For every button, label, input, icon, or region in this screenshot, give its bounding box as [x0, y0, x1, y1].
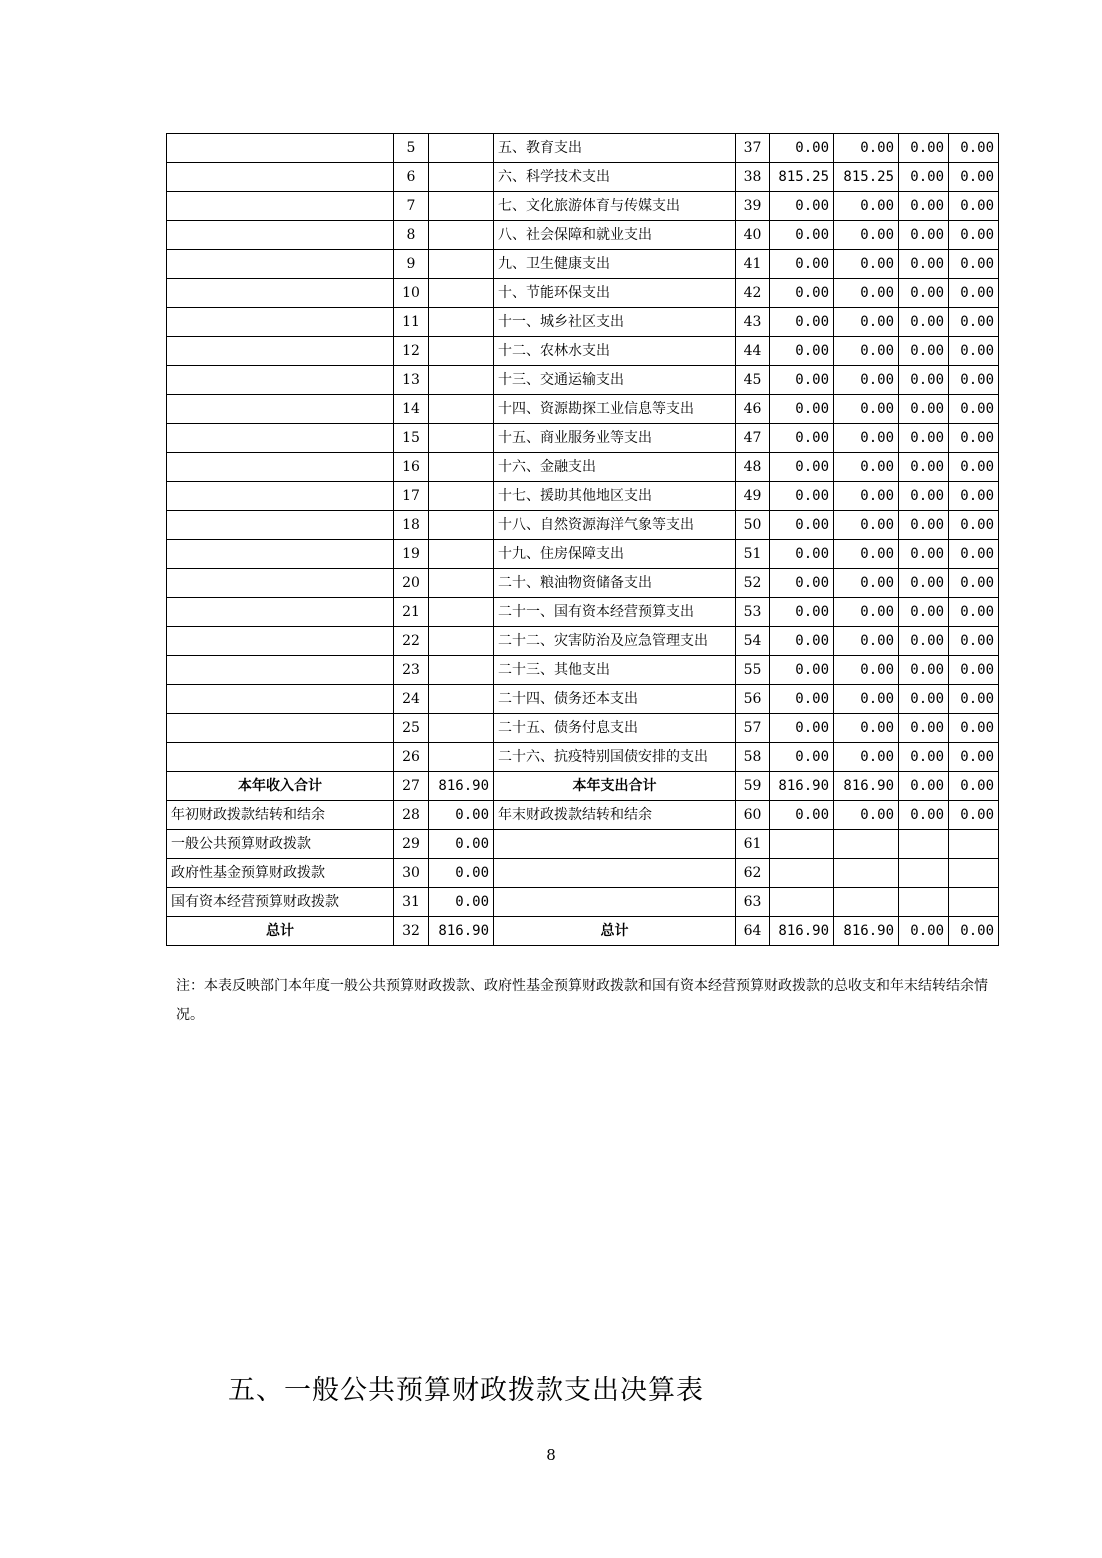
fiscal-revenue-expenditure-table: [166, 133, 999, 946]
income-no: 17: [394, 482, 429, 511]
table-row: [167, 308, 999, 337]
expense-label: 十六、金融支出: [494, 453, 736, 482]
expense-gov-fund: 0.00: [899, 337, 949, 366]
table-row: [167, 627, 999, 656]
empty-cell: [834, 830, 899, 859]
income-label: [167, 743, 394, 772]
expense-total: 0.00: [770, 134, 834, 163]
carryover-item-row: [167, 859, 999, 888]
table-row: [167, 134, 999, 163]
expense-state-capital: 0.00: [949, 569, 999, 598]
table-row: [167, 192, 999, 221]
expense-general: 0.00: [834, 540, 899, 569]
expense-gov-fund: 0.00: [899, 482, 949, 511]
expense-general: 0.00: [834, 308, 899, 337]
expense-total-total: 816.90: [770, 772, 834, 801]
expense-label: 五、教育支出: [494, 134, 736, 163]
expense-total-state-capital: 0.00: [949, 772, 999, 801]
expense-state-capital: 0.00: [949, 279, 999, 308]
income-no: 21: [394, 598, 429, 627]
grand-total-amount: 816.90: [429, 917, 494, 946]
expense-state-capital: 0.00: [949, 453, 999, 482]
table-row: [167, 279, 999, 308]
expense-gov-fund: 0.00: [899, 743, 949, 772]
grand-total-no: 32: [394, 917, 429, 946]
empty-cell: [770, 888, 834, 917]
expense-state-capital: 0.00: [949, 685, 999, 714]
empty-cell: [494, 859, 736, 888]
income-amount: [429, 569, 494, 598]
expense-gov-fund: 0.00: [899, 279, 949, 308]
carryover-general: 0.00: [834, 801, 899, 830]
income-no: 18: [394, 511, 429, 540]
expense-state-capital: 0.00: [949, 714, 999, 743]
expense-general: 0.00: [834, 279, 899, 308]
expense-state-capital: 0.00: [949, 308, 999, 337]
table-row: [167, 482, 999, 511]
expense-total: 0.00: [770, 627, 834, 656]
grand-total-state-capital: 0.00: [949, 917, 999, 946]
expense-no: 54: [736, 627, 770, 656]
income-amount: [429, 250, 494, 279]
expense-label: 十九、住房保障支出: [494, 540, 736, 569]
expense-general: 0.00: [834, 685, 899, 714]
expense-label: 二十一、国有资本经营预算支出: [494, 598, 736, 627]
income-no: 7: [394, 192, 429, 221]
expense-total-no: 59: [736, 772, 770, 801]
table-row: [167, 685, 999, 714]
expense-total: 0.00: [770, 714, 834, 743]
empty-cell: [899, 859, 949, 888]
carryover-item-no: 29: [394, 830, 429, 859]
expense-total: 0.00: [770, 279, 834, 308]
expense-state-capital: 0.00: [949, 656, 999, 685]
expense-label: 二十三、其他支出: [494, 656, 736, 685]
empty-cell: [949, 888, 999, 917]
table-row: [167, 598, 999, 627]
income-label: [167, 656, 394, 685]
expense-label: 七、文化旅游体育与传媒支出: [494, 192, 736, 221]
carryover-state-capital: 0.00: [949, 801, 999, 830]
grand-total-expense-no: 64: [736, 917, 770, 946]
table-row: [167, 366, 999, 395]
income-label: [167, 395, 394, 424]
carryover-item-amount: 0.00: [429, 888, 494, 917]
empty-cell: [770, 830, 834, 859]
carryover-item-label: 国有资本经营预算财政拨款: [167, 888, 394, 917]
income-amount: [429, 685, 494, 714]
expense-total: 0.00: [770, 395, 834, 424]
expense-no: 43: [736, 308, 770, 337]
income-amount: [429, 627, 494, 656]
income-label: [167, 163, 394, 192]
carryover-item-label: 一般公共预算财政拨款: [167, 830, 394, 859]
expense-general: 0.00: [834, 511, 899, 540]
income-label: [167, 598, 394, 627]
table-row: [167, 395, 999, 424]
expense-label: 十三、交通运输支出: [494, 366, 736, 395]
income-no: 26: [394, 743, 429, 772]
income-amount: [429, 540, 494, 569]
expense-label: 十一、城乡社区支出: [494, 308, 736, 337]
income-amount: [429, 424, 494, 453]
income-label: [167, 308, 394, 337]
income-total-amount: 816.90: [429, 772, 494, 801]
expense-no: 42: [736, 279, 770, 308]
table-row: [167, 453, 999, 482]
income-amount: [429, 395, 494, 424]
carryover-item-expense-no: 61: [736, 830, 770, 859]
empty-cell: [834, 859, 899, 888]
expense-general: 0.00: [834, 134, 899, 163]
income-amount: [429, 511, 494, 540]
income-label: [167, 134, 394, 163]
expense-no: 52: [736, 569, 770, 598]
expense-label: 十七、援助其他地区支出: [494, 482, 736, 511]
income-no: 16: [394, 453, 429, 482]
expense-general: 0.00: [834, 482, 899, 511]
table-row: [167, 569, 999, 598]
expense-no: 47: [736, 424, 770, 453]
income-amount: [429, 714, 494, 743]
expense-gov-fund: 0.00: [899, 308, 949, 337]
expense-label: 十、节能环保支出: [494, 279, 736, 308]
income-total-label: 本年收入合计: [167, 772, 394, 801]
expense-label: 二十五、债务付息支出: [494, 714, 736, 743]
empty-cell: [834, 888, 899, 917]
expense-no: 38: [736, 163, 770, 192]
expense-total: 0.00: [770, 308, 834, 337]
income-no: 12: [394, 337, 429, 366]
expense-total: 0.00: [770, 366, 834, 395]
expense-total: 0.00: [770, 424, 834, 453]
expense-general: 0.00: [834, 743, 899, 772]
expense-general: 0.00: [834, 366, 899, 395]
expense-state-capital: 0.00: [949, 163, 999, 192]
expense-gov-fund: 0.00: [899, 250, 949, 279]
income-total-row: [167, 772, 999, 801]
expense-label: 八、社会保障和就业支出: [494, 221, 736, 250]
page-number: 8: [546, 1446, 556, 1464]
carryover-item-no: 31: [394, 888, 429, 917]
income-no: 13: [394, 366, 429, 395]
carryover-expense-label: 年末财政拨款结转和结余: [494, 801, 736, 830]
expense-no: 48: [736, 453, 770, 482]
expense-label: 二十四、债务还本支出: [494, 685, 736, 714]
expense-total-label: 本年支出合计: [494, 772, 736, 801]
table-row: [167, 511, 999, 540]
expense-no: 45: [736, 366, 770, 395]
grand-total-row: [167, 917, 999, 946]
income-no: 14: [394, 395, 429, 424]
expense-total: 0.00: [770, 598, 834, 627]
carryover-total: 0.00: [770, 801, 834, 830]
expense-gov-fund: 0.00: [899, 627, 949, 656]
expense-label: 十五、商业服务业等支出: [494, 424, 736, 453]
income-no: 8: [394, 221, 429, 250]
expense-state-capital: 0.00: [949, 540, 999, 569]
expense-no: 49: [736, 482, 770, 511]
expense-state-capital: 0.00: [949, 482, 999, 511]
income-no: 6: [394, 163, 429, 192]
income-label: [167, 540, 394, 569]
grand-total-gov-fund: 0.00: [899, 917, 949, 946]
carryover-expense-no: 60: [736, 801, 770, 830]
grand-total-label: 总计: [167, 917, 394, 946]
income-label: [167, 453, 394, 482]
expense-general: 0.00: [834, 337, 899, 366]
expense-gov-fund: 0.00: [899, 192, 949, 221]
expense-general: 0.00: [834, 424, 899, 453]
grand-total-total: 816.90: [770, 917, 834, 946]
expense-gov-fund: 0.00: [899, 221, 949, 250]
expense-general: 0.00: [834, 569, 899, 598]
income-amount: [429, 192, 494, 221]
income-no: 9: [394, 250, 429, 279]
carryover-item-label: 政府性基金预算财政拨款: [167, 859, 394, 888]
income-label: [167, 511, 394, 540]
carryover-no: 28: [394, 801, 429, 830]
expense-gov-fund: 0.00: [899, 540, 949, 569]
income-no: 15: [394, 424, 429, 453]
income-label: [167, 482, 394, 511]
expense-state-capital: 0.00: [949, 598, 999, 627]
carryover-row: [167, 801, 999, 830]
income-amount: [429, 337, 494, 366]
expense-total: 0.00: [770, 540, 834, 569]
expense-no: 44: [736, 337, 770, 366]
table-row: [167, 540, 999, 569]
expense-label: 九、卫生健康支出: [494, 250, 736, 279]
expense-label: 六、科学技术支出: [494, 163, 736, 192]
expense-no: 53: [736, 598, 770, 627]
income-amount: [429, 482, 494, 511]
expense-total-gov-fund: 0.00: [899, 772, 949, 801]
expense-general: 0.00: [834, 598, 899, 627]
income-total-no: 27: [394, 772, 429, 801]
expense-total: 0.00: [770, 453, 834, 482]
income-amount: [429, 366, 494, 395]
table-row: [167, 250, 999, 279]
expense-general: 0.00: [834, 221, 899, 250]
income-no: 20: [394, 569, 429, 598]
table-row: [167, 656, 999, 685]
expense-total: 0.00: [770, 656, 834, 685]
section-title: 五、一般公共预算财政拨款支出决算表: [228, 1375, 704, 1406]
carryover-item-amount: 0.00: [429, 859, 494, 888]
table-body: [167, 134, 999, 946]
expense-no: 40: [736, 221, 770, 250]
carryover-item-expense-no: 63: [736, 888, 770, 917]
expense-no: 46: [736, 395, 770, 424]
expense-state-capital: 0.00: [949, 134, 999, 163]
expense-gov-fund: 0.00: [899, 453, 949, 482]
income-label: [167, 279, 394, 308]
empty-cell: [494, 830, 736, 859]
expense-total: 0.00: [770, 743, 834, 772]
carryover-item-row: [167, 830, 999, 859]
expense-total: 0.00: [770, 221, 834, 250]
expense-total: 0.00: [770, 685, 834, 714]
expense-total: 0.00: [770, 337, 834, 366]
table-row: [167, 743, 999, 772]
expense-general: 0.00: [834, 192, 899, 221]
expense-no: 58: [736, 743, 770, 772]
empty-cell: [949, 859, 999, 888]
income-label: [167, 366, 394, 395]
expense-state-capital: 0.00: [949, 424, 999, 453]
income-no: 22: [394, 627, 429, 656]
expense-gov-fund: 0.00: [899, 511, 949, 540]
table-row: [167, 337, 999, 366]
income-amount: [429, 743, 494, 772]
expense-gov-fund: 0.00: [899, 598, 949, 627]
expense-total-general: 816.90: [834, 772, 899, 801]
expense-total: 0.00: [770, 250, 834, 279]
income-label: [167, 627, 394, 656]
expense-no: 55: [736, 656, 770, 685]
expense-total: 0.00: [770, 482, 834, 511]
empty-cell: [899, 888, 949, 917]
income-amount: [429, 134, 494, 163]
expense-no: 57: [736, 714, 770, 743]
carryover-label: 年初财政拨款结转和结余: [167, 801, 394, 830]
income-label: [167, 424, 394, 453]
empty-cell: [494, 888, 736, 917]
expense-label: 十二、农林水支出: [494, 337, 736, 366]
table-note: 注：本表反映部门本年度一般公共预算财政拨款、政府性基金预算财政拨款和国有资本经营预算财政拨款的总收支和年末结转结余情况。: [176, 978, 988, 1023]
table-row: [167, 221, 999, 250]
expense-no: 39: [736, 192, 770, 221]
expense-gov-fund: 0.00: [899, 395, 949, 424]
income-label: [167, 192, 394, 221]
income-no: 24: [394, 685, 429, 714]
income-amount: [429, 308, 494, 337]
income-amount: [429, 221, 494, 250]
expense-gov-fund: 0.00: [899, 424, 949, 453]
expense-state-capital: 0.00: [949, 511, 999, 540]
income-amount: [429, 656, 494, 685]
empty-cell: [770, 859, 834, 888]
expense-no: 37: [736, 134, 770, 163]
expense-state-capital: 0.00: [949, 192, 999, 221]
grand-total-general: 816.90: [834, 917, 899, 946]
expense-general: 0.00: [834, 656, 899, 685]
expense-label: 十八、自然资源海洋气象等支出: [494, 511, 736, 540]
expense-state-capital: 0.00: [949, 627, 999, 656]
carryover-item-expense-no: 62: [736, 859, 770, 888]
expense-gov-fund: 0.00: [899, 569, 949, 598]
expense-gov-fund: 0.00: [899, 163, 949, 192]
expense-no: 41: [736, 250, 770, 279]
income-label: [167, 337, 394, 366]
expense-state-capital: 0.00: [949, 743, 999, 772]
expense-state-capital: 0.00: [949, 366, 999, 395]
income-label: [167, 685, 394, 714]
expense-total: 0.00: [770, 569, 834, 598]
income-no: 25: [394, 714, 429, 743]
expense-label: 十四、资源勘探工业信息等支出: [494, 395, 736, 424]
income-label: [167, 250, 394, 279]
table-row: [167, 714, 999, 743]
expense-no: 51: [736, 540, 770, 569]
expense-gov-fund: 0.00: [899, 366, 949, 395]
expense-general: 0.00: [834, 250, 899, 279]
income-no: 10: [394, 279, 429, 308]
income-no: 19: [394, 540, 429, 569]
empty-cell: [899, 830, 949, 859]
expense-state-capital: 0.00: [949, 395, 999, 424]
expense-no: 50: [736, 511, 770, 540]
carryover-amount: 0.00: [429, 801, 494, 830]
income-amount: [429, 163, 494, 192]
empty-cell: [949, 830, 999, 859]
expense-general: 815.25: [834, 163, 899, 192]
expense-gov-fund: 0.00: [899, 685, 949, 714]
expense-total: 0.00: [770, 511, 834, 540]
income-no: 5: [394, 134, 429, 163]
income-amount: [429, 598, 494, 627]
income-no: 23: [394, 656, 429, 685]
expense-gov-fund: 0.00: [899, 656, 949, 685]
expense-total: 0.00: [770, 192, 834, 221]
expense-general: 0.00: [834, 395, 899, 424]
income-label: [167, 221, 394, 250]
expense-state-capital: 0.00: [949, 250, 999, 279]
expense-total: 815.25: [770, 163, 834, 192]
income-label: [167, 569, 394, 598]
expense-gov-fund: 0.00: [899, 134, 949, 163]
expense-state-capital: 0.00: [949, 221, 999, 250]
expense-general: 0.00: [834, 627, 899, 656]
expense-label: 二十二、灾害防治及应急管理支出: [494, 627, 736, 656]
carryover-item-row: [167, 888, 999, 917]
carryover-item-no: 30: [394, 859, 429, 888]
income-no: 11: [394, 308, 429, 337]
expense-label: 二十、粮油物资储备支出: [494, 569, 736, 598]
expense-label: 二十六、抗疫特别国债安排的支出: [494, 743, 736, 772]
carryover-item-amount: 0.00: [429, 830, 494, 859]
expense-general: 0.00: [834, 714, 899, 743]
expense-no: 56: [736, 685, 770, 714]
grand-total-expense-label: 总计: [494, 917, 736, 946]
expense-general: 0.00: [834, 453, 899, 482]
table-row: [167, 163, 999, 192]
income-label: [167, 714, 394, 743]
income-amount: [429, 279, 494, 308]
carryover-gov-fund: 0.00: [899, 801, 949, 830]
income-amount: [429, 453, 494, 482]
table-row: [167, 424, 999, 453]
expense-gov-fund: 0.00: [899, 714, 949, 743]
expense-state-capital: 0.00: [949, 337, 999, 366]
